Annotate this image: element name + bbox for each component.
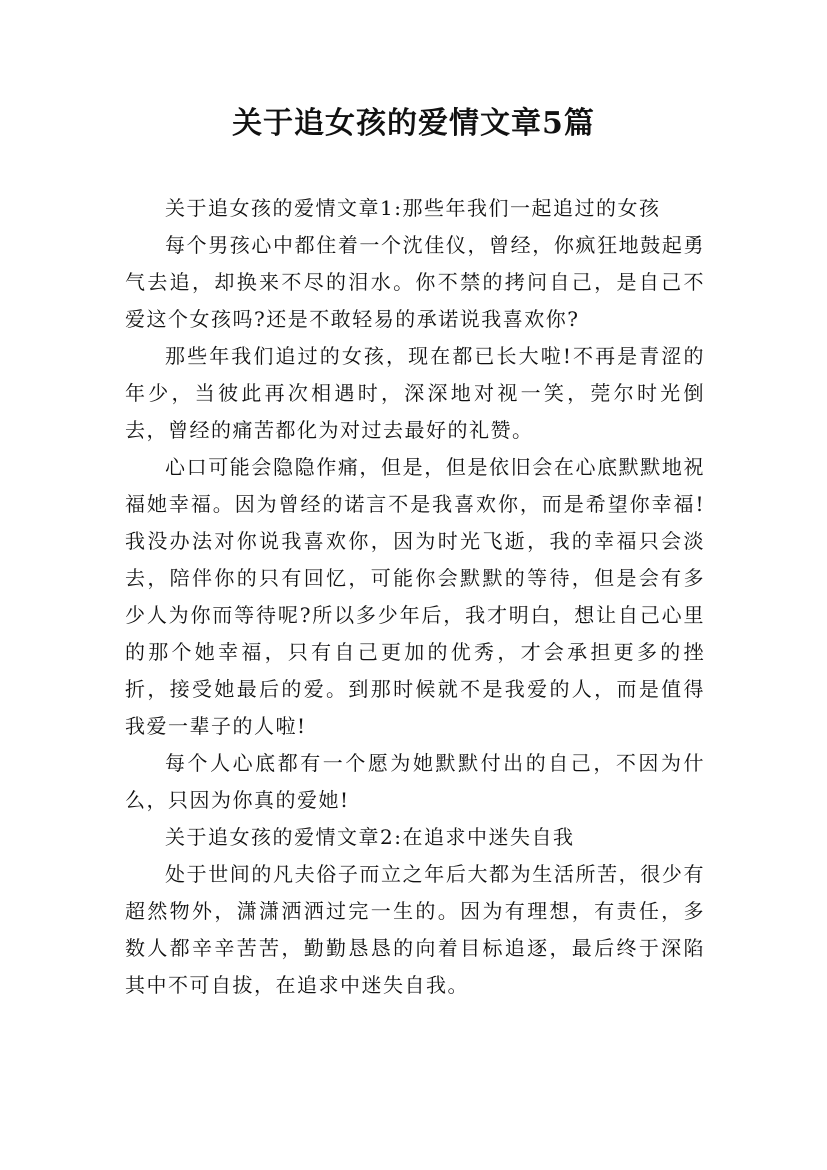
section-heading-1: 关于追女孩的爱情文章1:那些年我们一起追过的女孩 xyxy=(165,196,661,220)
document-title: 关于追女孩的爱情文章5篇 xyxy=(232,106,595,141)
paragraph-3: 心口可能会隐隐作痛，但是，但是依旧会在心底默默地祝福她幸福。因为曾经的诺言不是我喜欢你，而是希望你幸福!我没办法对你说我喜欢你，因为时光飞逝，我的幸福只会淡去，陪伴你的只有回忆，可能你会默默的等待，但是会有多少人为你而等待呢?所以多少年后，我才明白，想让自己心里的那个她幸福，只有自己更加的优秀，才会承担更多的挫折，接受她最后的爱。到那时候就不是我爱的人，而是值得我爱一辈子的人啦! xyxy=(125,455,705,738)
document-body xyxy=(125,190,705,1004)
paragraph-2: 那些年我们追过的女孩，现在都已长大啦!不再是青涩的年少，当彼此再次相遇时，深深地对视一笑，莞尔时光倒去，曾经的痛苦都化为对过去最好的礼赞。 xyxy=(125,344,705,442)
section-heading-2: 关于追女孩的爱情文章2:在追求中迷失自我 xyxy=(165,825,575,849)
paragraph-4: 每个人心底都有一个愿为她默默付出的自己，不因为什么，只因为你真的爱她! xyxy=(125,751,705,812)
paragraph-1: 每个男孩心中都住着一个沈佳仪，曾经，你疯狂地鼓起勇气去追，却换来不尽的泪水。你不禁的拷问自己，是自己不爱这个女孩吗?还是不敢轻易的承诺说我喜欢你? xyxy=(125,233,705,331)
paragraph-5: 处于世间的凡夫俗子而立之年后大都为生活所苦，很少有超然物外，潇潇洒洒过完一生的。因为有理想，有责任，多数人都辛辛苦苦，勤勤恳恳的向着目标追逐，最后终于深陷其中不可自拔，在追求中迷失自我。 xyxy=(125,862,705,997)
